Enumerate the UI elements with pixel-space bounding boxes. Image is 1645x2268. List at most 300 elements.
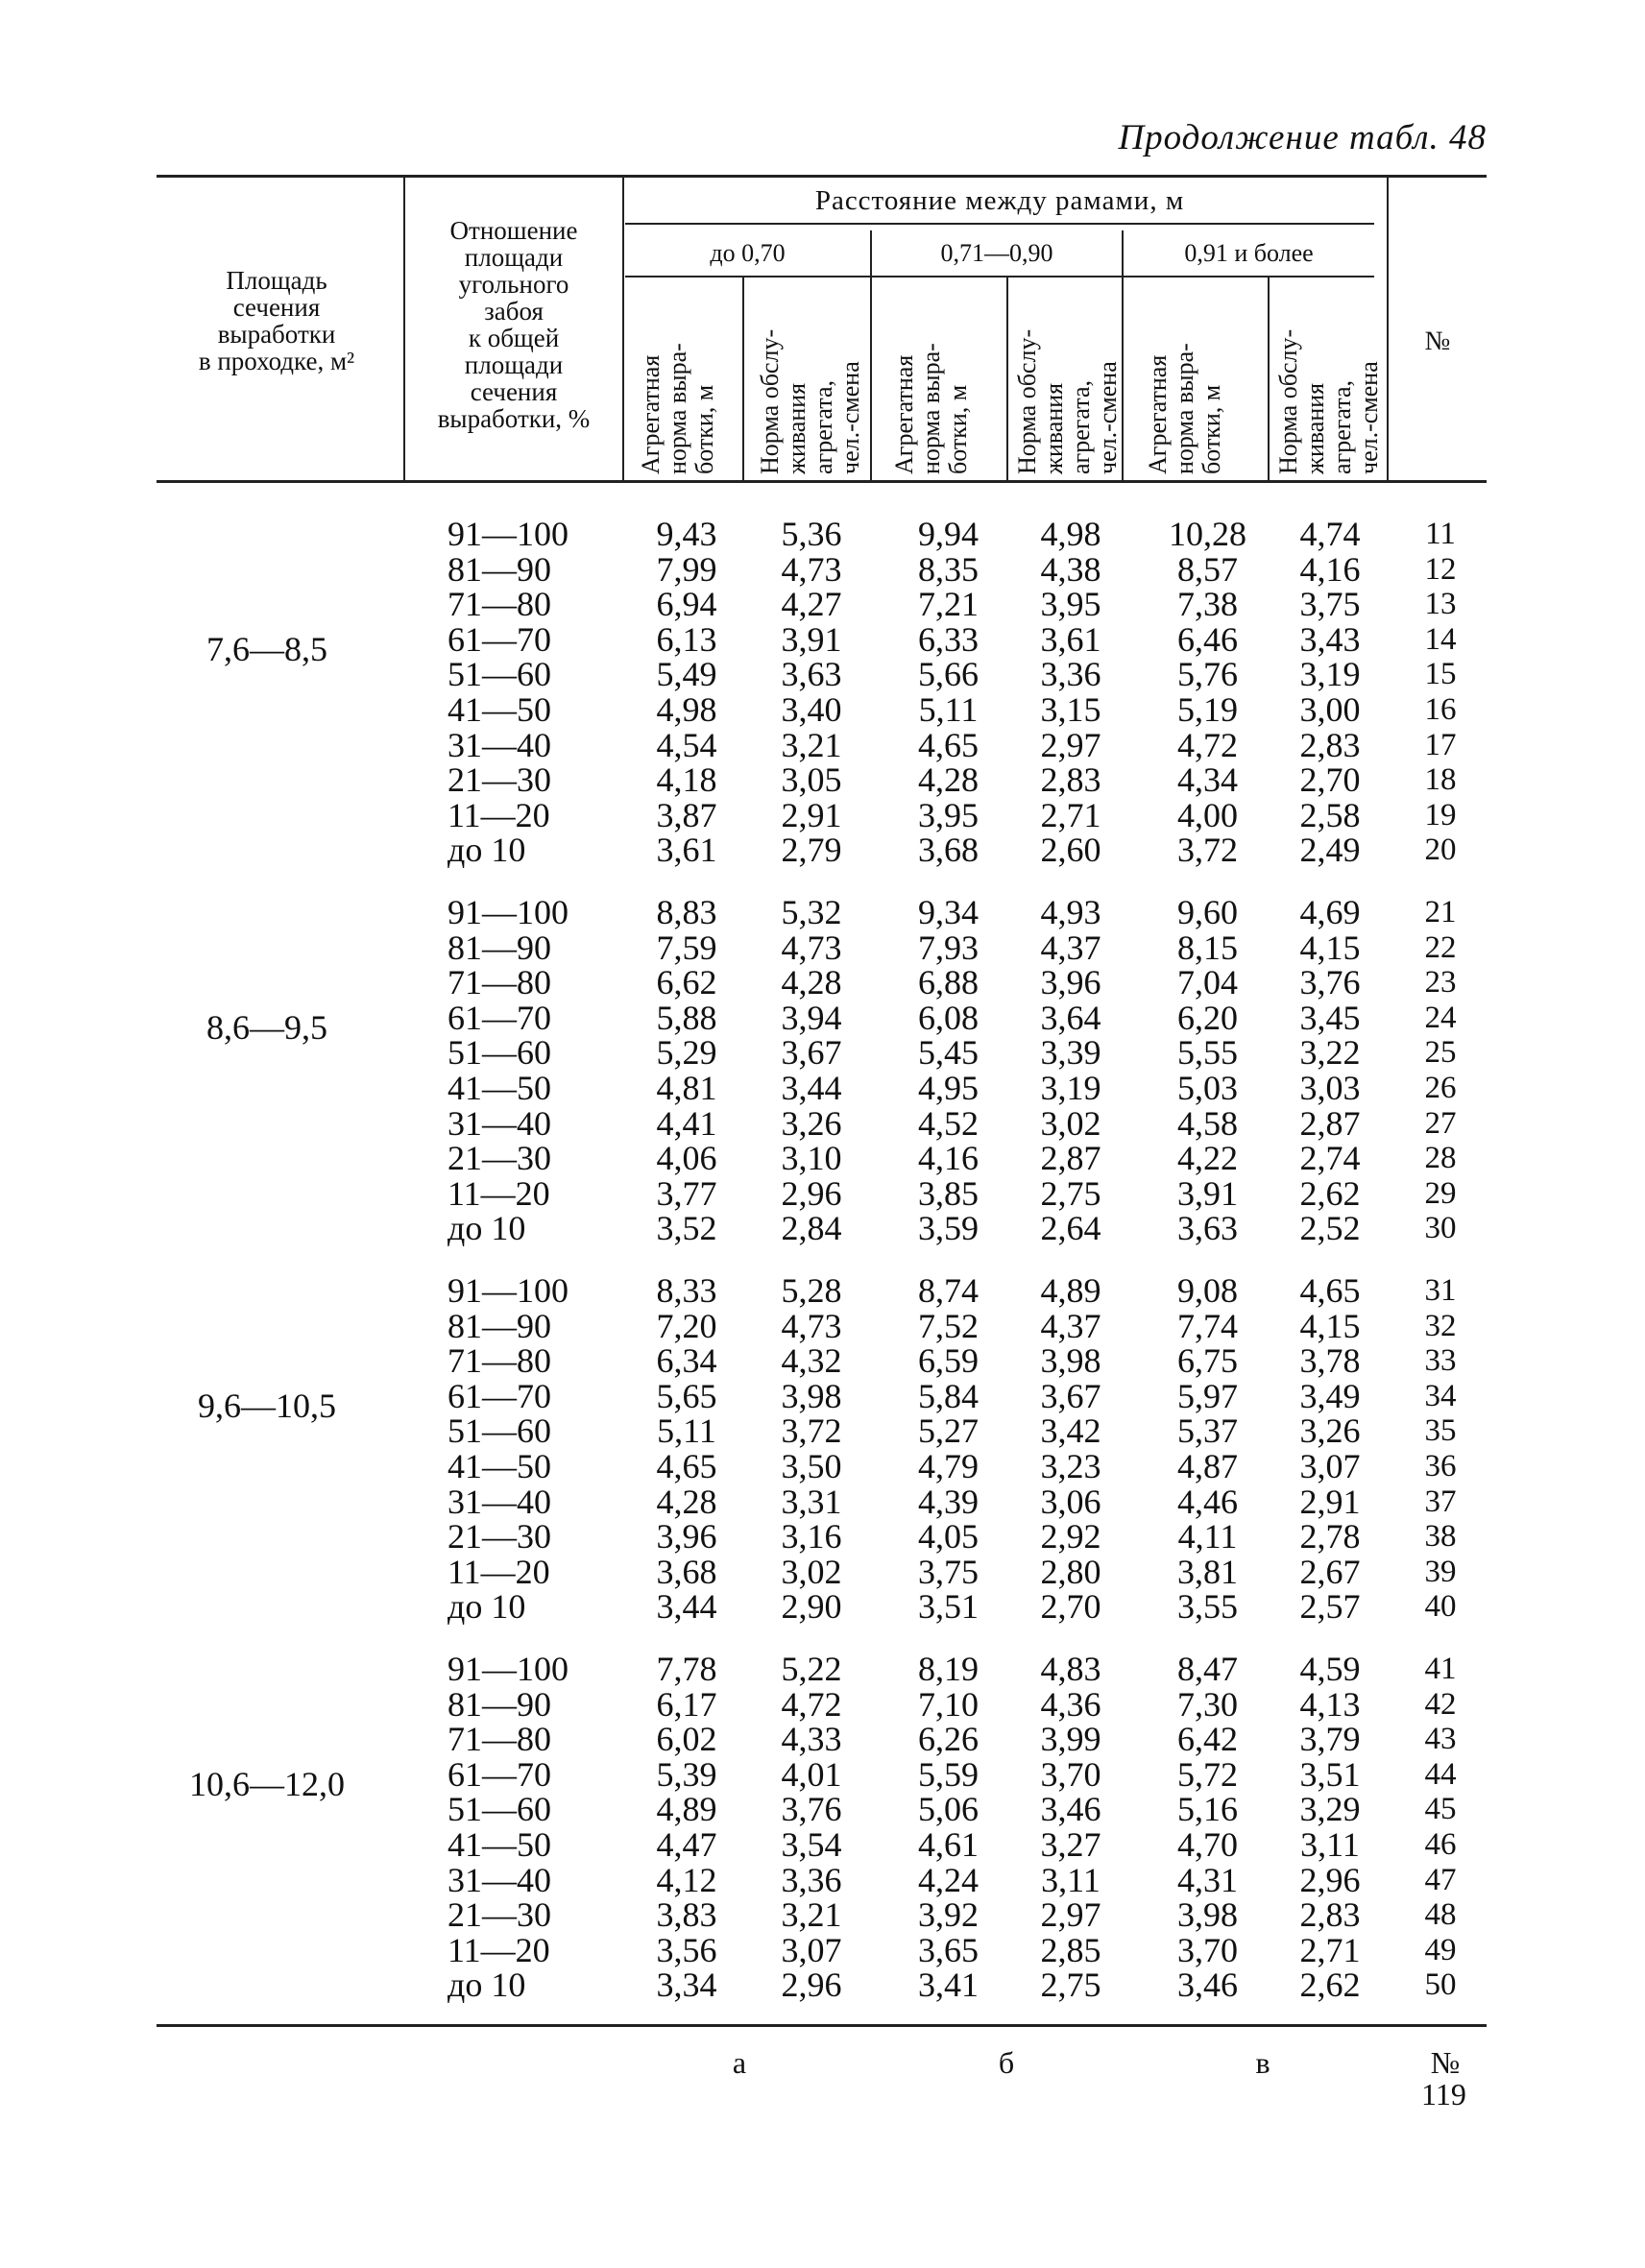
service-a-cell: 4,28 <box>781 963 842 1002</box>
norm-c-cell: 4,34 <box>1177 760 1238 800</box>
table-bottom-rule <box>157 2024 1487 2027</box>
service-c-cell: 2,74 <box>1299 1139 1361 1178</box>
ratio-cell: 91—100 <box>448 515 568 553</box>
row-number-cell: 32 <box>1424 1308 1457 1343</box>
norm-a-cell: 4,81 <box>656 1069 717 1107</box>
row-number-cell: 40 <box>1424 1589 1457 1625</box>
page-number: 119 <box>1421 2077 1466 2111</box>
row-number-cell: 19 <box>1424 797 1457 832</box>
service-a-cell: 4,27 <box>781 585 842 624</box>
norm-b-cell: 5,66 <box>918 655 979 694</box>
norm-c-cell: 8,15 <box>1177 928 1238 967</box>
norm-c-cell: 3,81 <box>1177 1552 1238 1591</box>
service-a-cell: 3,31 <box>781 1482 842 1521</box>
row-number-cell: 18 <box>1424 762 1457 798</box>
subheader-norm-c: Агрегатная норма выра- ботки, м <box>1144 343 1225 474</box>
norm-a-cell: 5,39 <box>656 1754 717 1794</box>
footer-letter-b: б <box>998 2045 1015 2080</box>
ratio-cell: 81—90 <box>448 549 551 589</box>
service-a-cell: 2,90 <box>781 1587 842 1627</box>
service-c-cell: 2,49 <box>1299 831 1361 870</box>
service-c-cell: 3,78 <box>1299 1341 1361 1381</box>
ratio-cell: 31—40 <box>448 1482 551 1521</box>
service-a-cell: 5,36 <box>781 515 842 553</box>
service-a-cell: 3,36 <box>781 1860 842 1899</box>
norm-c-cell: 8,47 <box>1177 1650 1238 1688</box>
norm-a-cell: 5,88 <box>656 998 717 1037</box>
service-a-cell: 3,21 <box>781 1895 842 1935</box>
norm-c-cell: 3,55 <box>1177 1587 1238 1627</box>
norm-a-cell: 4,18 <box>656 760 717 800</box>
ratio-cell: 81—90 <box>448 1684 551 1724</box>
row-number-cell: 36 <box>1424 1449 1457 1484</box>
norm-a-cell: 6,13 <box>656 619 717 659</box>
norm-a-cell: 4,98 <box>656 690 717 729</box>
ratio-cell: 51—60 <box>448 1790 551 1829</box>
service-c-cell: 3,26 <box>1299 1411 1361 1451</box>
row-number-cell: 11 <box>1425 517 1456 551</box>
row-number-cell: 14 <box>1424 621 1457 657</box>
ratio-cell: 31—40 <box>448 725 551 764</box>
service-c-cell: 3,11 <box>1300 1825 1360 1864</box>
footer-letter-v: в <box>1255 2045 1270 2080</box>
norm-b-cell: 4,65 <box>918 725 979 764</box>
norm-a-cell: 8,33 <box>656 1271 717 1310</box>
subheader-rule <box>625 276 1374 277</box>
norm-c-cell: 5,72 <box>1177 1754 1238 1794</box>
service-b-cell: 2,83 <box>1040 760 1101 800</box>
norm-c-cell: 5,37 <box>1177 1411 1238 1451</box>
service-a-cell: 5,22 <box>781 1650 842 1688</box>
service-a-cell: 3,02 <box>781 1552 842 1591</box>
ratio-cell: 91—100 <box>448 893 568 931</box>
service-a-cell: 5,28 <box>781 1271 842 1310</box>
norm-a-cell: 6,34 <box>656 1341 717 1381</box>
norm-a-cell: 3,83 <box>656 1895 717 1935</box>
service-b-cell: 2,70 <box>1040 1587 1101 1627</box>
norm-c-cell: 7,74 <box>1177 1306 1238 1345</box>
subheader-service-c: Норма обслу- живания агрегата, чел.-смена <box>1274 328 1383 474</box>
ratio-cell: 41—50 <box>448 1069 551 1107</box>
norm-c-cell: 3,70 <box>1177 1930 1238 1969</box>
service-b-cell: 4,89 <box>1040 1271 1101 1310</box>
service-a-cell: 4,73 <box>781 549 842 589</box>
service-a-cell: 3,94 <box>781 998 842 1037</box>
service-a-cell: 3,21 <box>781 725 842 764</box>
service-a-cell: 2,84 <box>781 1209 842 1248</box>
norm-c-cell: 4,31 <box>1177 1860 1238 1899</box>
ratio-cell: 21—30 <box>448 1895 551 1935</box>
service-c-cell: 2,83 <box>1299 725 1361 764</box>
service-c-cell: 3,43 <box>1299 619 1361 659</box>
subheader-norm-b: Агрегатная норма выра- ботки, м <box>890 343 972 474</box>
norm-b-cell: 3,95 <box>918 795 979 834</box>
row-number-cell: 23 <box>1424 965 1457 1001</box>
service-b-cell: 2,92 <box>1040 1517 1101 1556</box>
norm-c-cell: 5,03 <box>1177 1069 1238 1107</box>
header-group-b: 0,71—0,90 <box>940 239 1053 267</box>
service-c-cell: 3,03 <box>1299 1069 1361 1107</box>
norm-a-cell: 6,62 <box>656 963 717 1002</box>
col-divider <box>1387 175 1389 480</box>
service-a-cell: 4,73 <box>781 1306 842 1345</box>
norm-b-cell: 5,11 <box>918 690 979 729</box>
service-c-cell: 2,57 <box>1299 1587 1361 1627</box>
ratio-cell: 61—70 <box>448 619 551 659</box>
row-number-cell: 20 <box>1424 832 1457 868</box>
ratio-cell: 41—50 <box>448 1825 551 1864</box>
service-c-cell: 4,16 <box>1299 549 1361 589</box>
service-b-cell: 3,27 <box>1040 1825 1101 1864</box>
service-c-cell: 3,22 <box>1299 1033 1361 1073</box>
norm-c-cell: 7,04 <box>1177 963 1238 1002</box>
norm-c-cell: 3,91 <box>1177 1173 1238 1213</box>
norm-b-cell: 4,79 <box>918 1447 979 1485</box>
ratio-cell: 61—70 <box>448 1376 551 1415</box>
col-divider <box>1006 276 1008 480</box>
norm-c-cell: 4,58 <box>1177 1103 1238 1143</box>
row-number-cell: 46 <box>1424 1827 1457 1862</box>
service-b-cell: 3,15 <box>1040 690 1101 729</box>
service-b-cell: 3,70 <box>1040 1754 1101 1794</box>
row-number-cell: 34 <box>1424 1378 1457 1413</box>
ratio-cell: 21—30 <box>448 1517 551 1556</box>
norm-b-cell: 7,52 <box>918 1306 979 1345</box>
service-c-cell: 2,87 <box>1299 1103 1361 1143</box>
service-c-cell: 2,62 <box>1299 1966 1361 2005</box>
service-b-cell: 3,23 <box>1040 1447 1101 1485</box>
service-c-cell: 2,91 <box>1299 1482 1361 1521</box>
row-number-cell: 33 <box>1424 1343 1457 1379</box>
service-c-cell: 2,71 <box>1299 1930 1361 1969</box>
norm-b-cell: 3,85 <box>918 1173 979 1213</box>
col-divider <box>742 276 744 480</box>
norm-b-cell: 3,59 <box>918 1209 979 1248</box>
ratio-cell: 31—40 <box>448 1860 551 1899</box>
service-b-cell: 3,67 <box>1040 1376 1101 1415</box>
norm-b-cell: 3,51 <box>918 1587 979 1627</box>
service-c-cell: 2,96 <box>1299 1860 1361 1899</box>
row-number-cell: 26 <box>1424 1071 1457 1105</box>
group-rule <box>625 223 1374 225</box>
ratio-cell: 11—20 <box>448 1552 550 1591</box>
service-b-cell: 3,42 <box>1040 1411 1101 1451</box>
norm-b-cell: 6,59 <box>918 1341 979 1381</box>
norm-a-cell: 4,41 <box>656 1103 717 1143</box>
service-a-cell: 2,96 <box>781 1966 842 2005</box>
service-b-cell: 2,75 <box>1040 1966 1101 2005</box>
service-c-cell: 2,67 <box>1299 1552 1361 1591</box>
norm-a-cell: 4,65 <box>656 1447 717 1485</box>
ratio-cell: 11—20 <box>448 795 550 834</box>
service-c-cell: 2,62 <box>1299 1173 1361 1213</box>
norm-a-cell: 4,89 <box>656 1790 717 1829</box>
row-number-cell: 12 <box>1424 551 1457 587</box>
service-c-cell: 4,69 <box>1299 893 1361 931</box>
norm-c-cell: 3,98 <box>1177 1895 1238 1935</box>
service-b-cell: 3,98 <box>1040 1341 1101 1381</box>
row-number-cell: 25 <box>1424 1035 1457 1071</box>
norm-a-cell: 5,49 <box>656 655 717 694</box>
service-b-cell: 2,71 <box>1040 795 1101 834</box>
service-a-cell: 4,33 <box>781 1720 842 1759</box>
service-b-cell: 3,19 <box>1040 1069 1101 1107</box>
service-a-cell: 3,76 <box>781 1790 842 1829</box>
norm-a-cell: 7,20 <box>656 1306 717 1345</box>
ratio-cell: 71—80 <box>448 1341 551 1381</box>
norm-a-cell: 7,78 <box>656 1650 717 1688</box>
norm-b-cell: 3,75 <box>918 1552 979 1591</box>
norm-c-cell: 4,22 <box>1177 1139 1238 1178</box>
ratio-cell: 81—90 <box>448 1306 551 1345</box>
service-a-cell: 2,96 <box>781 1173 842 1213</box>
norm-b-cell: 6,08 <box>918 998 979 1037</box>
header-no: № <box>1424 326 1451 356</box>
norm-a-cell: 9,43 <box>656 515 717 553</box>
ratio-cell: 71—80 <box>448 1720 551 1759</box>
norm-a-cell: 5,65 <box>656 1376 717 1415</box>
service-a-cell: 3,10 <box>781 1139 842 1178</box>
norm-c-cell: 5,76 <box>1177 655 1238 694</box>
service-b-cell: 2,97 <box>1040 1895 1101 1935</box>
service-b-cell: 3,95 <box>1040 585 1101 624</box>
service-b-cell: 3,64 <box>1040 998 1101 1037</box>
norm-b-cell: 5,84 <box>918 1376 979 1415</box>
norm-c-cell: 6,42 <box>1177 1720 1238 1759</box>
service-c-cell: 2,52 <box>1299 1209 1361 1248</box>
service-a-cell: 3,44 <box>781 1069 842 1107</box>
subheader-norm-a: Агрегатная норма выра- ботки, м <box>637 343 718 474</box>
header-group-a: до 0,70 <box>710 239 786 267</box>
subheader-service-b: Норма обслу- живания агрегата, чел.-смена <box>1013 328 1122 474</box>
service-b-cell: 3,11 <box>1041 1860 1101 1899</box>
norm-b-cell: 8,19 <box>918 1650 979 1688</box>
norm-c-cell: 6,75 <box>1177 1341 1238 1381</box>
service-b-cell: 4,38 <box>1040 549 1101 589</box>
norm-a-cell: 4,54 <box>656 725 717 764</box>
norm-a-cell: 3,52 <box>656 1209 717 1248</box>
service-c-cell: 4,13 <box>1299 1684 1361 1724</box>
norm-b-cell: 3,65 <box>918 1930 979 1969</box>
ratio-cell: 11—20 <box>448 1173 550 1213</box>
service-c-cell: 3,76 <box>1299 963 1361 1002</box>
footer-letter-a: а <box>732 2045 747 2080</box>
service-a-cell: 2,91 <box>781 795 842 834</box>
service-a-cell: 4,32 <box>781 1341 842 1381</box>
norm-c-cell: 3,72 <box>1177 831 1238 870</box>
norm-b-cell: 7,10 <box>918 1684 979 1724</box>
service-b-cell: 2,60 <box>1040 831 1101 870</box>
row-number-cell: 39 <box>1424 1554 1457 1589</box>
norm-c-cell: 9,60 <box>1177 893 1238 931</box>
row-number-cell: 28 <box>1424 1141 1457 1176</box>
norm-c-cell: 10,28 <box>1169 515 1246 553</box>
norm-a-cell: 6,94 <box>656 585 717 624</box>
area-cell: 8,6—9,5 <box>206 1007 327 1047</box>
service-b-cell: 4,37 <box>1040 1306 1101 1345</box>
norm-a-cell: 7,99 <box>656 549 717 589</box>
norm-c-cell: 5,97 <box>1177 1376 1238 1415</box>
header-ratio: Отношение площади угольного забоя к общей площади сечения выработки, % <box>437 216 591 433</box>
service-c-cell: 3,19 <box>1299 655 1361 694</box>
norm-a-cell: 3,61 <box>656 831 717 870</box>
norm-b-cell: 3,41 <box>918 1966 979 2005</box>
row-number-cell: 38 <box>1424 1519 1457 1555</box>
ratio-cell: до 10 <box>448 831 526 870</box>
norm-b-cell: 5,06 <box>918 1790 979 1829</box>
norm-b-cell: 8,35 <box>918 549 979 589</box>
col-divider <box>1268 276 1270 480</box>
norm-c-cell: 5,19 <box>1177 690 1238 729</box>
row-number-cell: 50 <box>1424 1967 1457 2003</box>
ratio-cell: до 10 <box>448 1587 526 1627</box>
header-area: Площадь сечения выработки в проходке, м² <box>198 266 355 375</box>
norm-c-cell: 3,63 <box>1177 1209 1238 1248</box>
service-c-cell: 4,59 <box>1299 1650 1361 1688</box>
service-b-cell: 3,36 <box>1040 655 1101 694</box>
norm-a-cell: 4,12 <box>656 1860 717 1899</box>
norm-b-cell: 4,05 <box>918 1517 979 1556</box>
row-number-cell: 44 <box>1424 1756 1457 1792</box>
norm-b-cell: 6,88 <box>918 963 979 1002</box>
service-b-cell: 2,75 <box>1040 1173 1101 1213</box>
service-a-cell: 2,79 <box>781 831 842 870</box>
service-b-cell: 2,85 <box>1040 1930 1101 1969</box>
service-a-cell: 3,16 <box>781 1517 842 1556</box>
service-b-cell: 2,97 <box>1040 725 1101 764</box>
service-b-cell: 3,46 <box>1040 1790 1101 1829</box>
service-c-cell: 2,83 <box>1299 1895 1361 1935</box>
row-number-cell: 43 <box>1424 1722 1457 1757</box>
norm-b-cell: 3,68 <box>918 831 979 870</box>
area-cell: 10,6—12,0 <box>189 1764 345 1803</box>
header-group-c: 0,91 и более <box>1184 239 1314 267</box>
service-a-cell: 3,54 <box>781 1825 842 1864</box>
norm-b-cell: 5,45 <box>918 1033 979 1073</box>
service-c-cell: 3,79 <box>1299 1720 1361 1759</box>
norm-c-cell: 4,11 <box>1177 1517 1238 1556</box>
norm-b-cell: 4,61 <box>918 1825 979 1864</box>
norm-b-cell: 8,74 <box>918 1271 979 1310</box>
norm-c-cell: 4,87 <box>1177 1447 1238 1485</box>
norm-a-cell: 3,77 <box>656 1173 717 1213</box>
norm-a-cell: 3,44 <box>656 1587 717 1627</box>
row-number-cell: 37 <box>1424 1484 1457 1519</box>
norm-b-cell: 6,26 <box>918 1720 979 1759</box>
norm-a-cell: 8,83 <box>656 893 717 931</box>
norm-b-cell: 4,39 <box>918 1482 979 1521</box>
area-cell: 9,6—10,5 <box>198 1386 336 1425</box>
row-number-cell: 21 <box>1424 895 1457 929</box>
norm-a-cell: 4,06 <box>656 1139 717 1178</box>
service-a-cell: 3,98 <box>781 1376 842 1415</box>
service-c-cell: 2,70 <box>1299 760 1361 800</box>
service-b-cell: 3,96 <box>1040 963 1101 1002</box>
norm-c-cell: 4,72 <box>1177 725 1238 764</box>
row-number-cell: 45 <box>1424 1792 1457 1827</box>
norm-c-cell: 4,46 <box>1177 1482 1238 1521</box>
norm-a-cell: 5,11 <box>657 1411 716 1451</box>
service-c-cell: 3,45 <box>1299 998 1361 1037</box>
ratio-cell: 41—50 <box>448 690 551 729</box>
row-number-cell: 49 <box>1424 1932 1457 1967</box>
ratio-cell: 51—60 <box>448 1033 551 1073</box>
service-a-cell: 3,07 <box>781 1930 842 1969</box>
service-b-cell: 3,06 <box>1040 1482 1101 1521</box>
row-number-cell: 30 <box>1424 1211 1457 1246</box>
row-number-cell: 13 <box>1424 587 1457 622</box>
service-c-cell: 3,00 <box>1299 690 1361 729</box>
service-a-cell: 3,67 <box>781 1033 842 1073</box>
service-a-cell: 3,63 <box>781 655 842 694</box>
service-c-cell: 3,29 <box>1299 1790 1361 1829</box>
area-cell: 7,6—8,5 <box>206 629 327 668</box>
norm-b-cell: 4,24 <box>918 1860 979 1899</box>
norm-b-cell: 6,33 <box>918 619 979 659</box>
header-distance: Расстояние между рамами, м <box>814 185 1185 216</box>
ratio-cell: 51—60 <box>448 1411 551 1451</box>
service-b-cell: 3,61 <box>1040 619 1101 659</box>
row-number-cell: 35 <box>1424 1413 1457 1449</box>
norm-b-cell: 7,93 <box>918 928 979 967</box>
service-c-cell: 3,75 <box>1299 585 1361 624</box>
service-c-cell: 4,15 <box>1299 1306 1361 1345</box>
norm-a-cell: 3,96 <box>656 1517 717 1556</box>
row-number-cell: 41 <box>1424 1652 1457 1686</box>
norm-b-cell: 5,27 <box>918 1411 979 1451</box>
norm-c-cell: 4,00 <box>1177 795 1238 834</box>
ratio-cell: 81—90 <box>448 928 551 967</box>
ratio-cell: 41—50 <box>448 1447 551 1485</box>
ratio-cell: 21—30 <box>448 1139 551 1178</box>
service-a-cell: 3,40 <box>781 690 842 729</box>
norm-c-cell: 5,16 <box>1177 1790 1238 1829</box>
ratio-cell: 71—80 <box>448 963 551 1002</box>
service-c-cell: 3,51 <box>1299 1754 1361 1794</box>
service-a-cell: 4,73 <box>781 928 842 967</box>
service-a-cell: 3,05 <box>781 760 842 800</box>
norm-b-cell: 9,34 <box>918 893 979 931</box>
service-b-cell: 4,36 <box>1040 1684 1101 1724</box>
col-divider <box>1122 230 1124 480</box>
row-number-cell: 27 <box>1424 1105 1457 1141</box>
top-rule <box>157 175 1487 178</box>
norm-c-cell: 7,30 <box>1177 1684 1238 1724</box>
service-b-cell: 2,87 <box>1040 1139 1101 1178</box>
header-bottom-rule <box>157 480 1487 483</box>
service-b-cell: 2,64 <box>1040 1209 1101 1248</box>
ratio-cell: до 10 <box>448 1209 526 1248</box>
norm-b-cell: 7,21 <box>918 585 979 624</box>
row-number-cell: 42 <box>1424 1686 1457 1722</box>
service-b-cell: 3,02 <box>1040 1103 1101 1143</box>
norm-c-cell: 9,08 <box>1177 1271 1238 1310</box>
row-number-cell: 24 <box>1424 1000 1457 1035</box>
service-a-cell: 3,72 <box>781 1411 842 1451</box>
service-b-cell: 4,83 <box>1040 1650 1101 1688</box>
service-a-cell: 4,72 <box>781 1684 842 1724</box>
norm-b-cell: 4,16 <box>918 1139 979 1178</box>
ratio-cell: 11—20 <box>448 1930 550 1969</box>
ratio-cell: 61—70 <box>448 998 551 1037</box>
norm-c-cell: 7,38 <box>1177 585 1238 624</box>
norm-a-cell: 7,59 <box>656 928 717 967</box>
service-c-cell: 3,49 <box>1299 1376 1361 1415</box>
norm-a-cell: 4,28 <box>656 1482 717 1521</box>
service-c-cell: 4,74 <box>1299 515 1361 553</box>
service-b-cell: 2,80 <box>1040 1552 1101 1591</box>
norm-b-cell: 9,94 <box>918 515 979 553</box>
